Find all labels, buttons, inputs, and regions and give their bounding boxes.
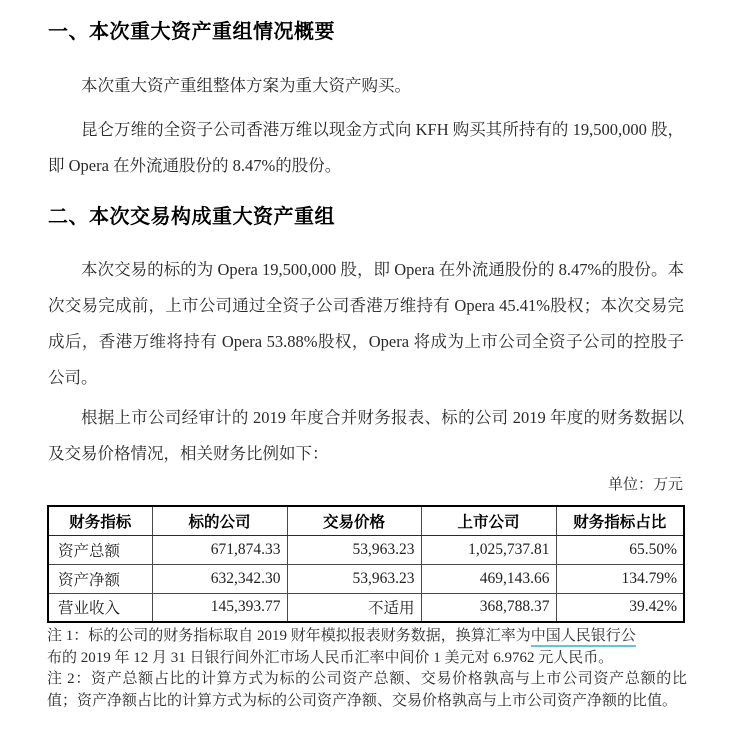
cell-transaction-price: 53,963.23 [287, 564, 421, 593]
table-header-row [48, 506, 684, 535]
cell-ratio: 134.79% [556, 564, 684, 593]
table-header-target-company: 标的公司 [152, 506, 287, 535]
cell-ratio: 39.42% [556, 593, 684, 622]
table-unit-label: 单位：万元 [607, 477, 683, 493]
cell-indicator: 资产总额 [48, 535, 152, 564]
note-1-text-a: 注 1：标的公司的财务指标取自 2019 财年模拟报表财务数据，换算汇率为 [47, 628, 531, 644]
note-1-link-pboc[interactable]: 中国人民银行公 [531, 628, 636, 647]
paragraph-2-2: 根据上市公司经审计的 2019 年度合并财务报表、标的公司 2019 年度的财务数据以及交易价格情况，相关财务比例如下： [48, 408, 684, 463]
table-notes [47, 626, 687, 712]
table-row [48, 535, 684, 564]
cell-transaction-price: 53,963.23 [287, 535, 421, 564]
table-header-ratio: 财务指标占比 [556, 506, 684, 535]
financial-indicators-table [47, 505, 685, 623]
paragraph-1-1: 本次重大资产重组整体方案为重大资产购买。 [81, 76, 411, 95]
table-header-indicator: 财务指标 [48, 506, 152, 535]
cell-indicator: 资产净额 [48, 564, 152, 593]
table-row [48, 564, 684, 593]
table-row [48, 593, 684, 622]
cell-target-company: 632,342.30 [152, 564, 287, 593]
paragraph-2-1: 本次交易的标的为 Opera 19,500,000 股，即 Opera 在外流通股份的 8.47%的股份。本次交易完成前，上市公司通过全资子公司香港万维持有 Opera 45.41%股权；本次交易完成后，香港万维将持有 Opera 53.88%股权，Opera 将成为上市公司全资子公司的控股子公司。 [48, 260, 684, 387]
note-1-line-2: 布的 2019 年 12 月 31 日银行间外汇市场人民币汇率中间价 1 美元对 6.9762 元人民币。 [47, 649, 614, 666]
section-heading-1: 一、本次重大资产重组情况概要 [48, 21, 335, 43]
cell-transaction-price: 不适用 [287, 593, 421, 622]
cell-target-company: 671,874.33 [152, 535, 287, 564]
financial-table-container [47, 505, 683, 623]
cell-target-company: 145,393.77 [152, 593, 287, 622]
note-2: 注 2：资产总额占比的计算方式为标的公司资产总额、交易价格孰高与上市公司资产总额的比值；资产净额占比的计算方式为标的公司资产净额、交易价格孰高与上市公司资产净额的比值。 [47, 671, 687, 709]
note-1-line-1 [47, 626, 687, 648]
table-header-transaction-price: 交易价格 [287, 506, 421, 535]
cell-listed-company: 1,025,737.81 [421, 535, 556, 564]
cell-listed-company: 469,143.66 [421, 564, 556, 593]
cell-listed-company: 368,788.37 [421, 593, 556, 622]
paragraph-1-2: 昆仑万维的全资子公司香港万维以现金方式向 KFH 购买其所持有的 19,500,000 股，即 Opera 在外流通股份的 8.47%的股份。 [48, 120, 684, 175]
cell-ratio: 65.50% [556, 535, 684, 564]
table-header-listed-company: 上市公司 [421, 506, 556, 535]
cell-indicator: 营业收入 [48, 593, 152, 622]
section-heading-2: 二、本次交易构成重大资产重组 [48, 206, 335, 228]
